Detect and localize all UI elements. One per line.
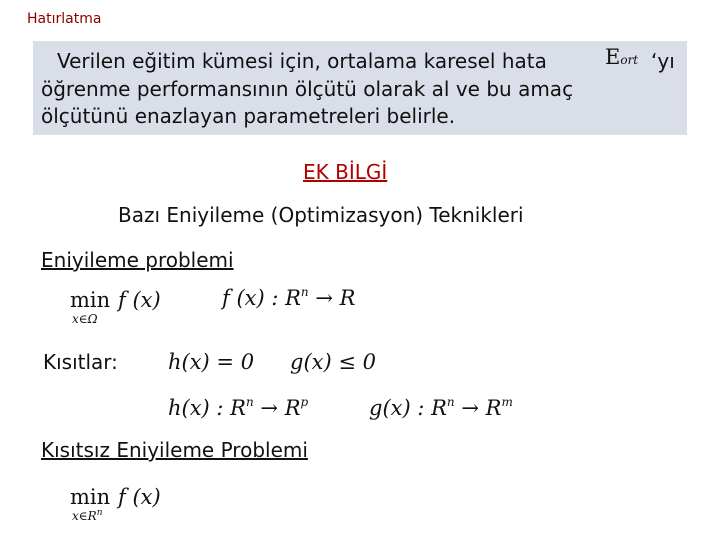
objective-function: f (x) — [118, 288, 161, 312]
h-mapping — [168, 396, 308, 420]
inequality-constraint: g(x) ≤ 0 — [290, 350, 376, 374]
unconstrained-heading: Kısıtsız Eniyileme Problemi — [41, 438, 308, 462]
equality-constraint: h(x) = 0 — [168, 350, 255, 374]
unconstrained-min-subscript-base: x∈R — [72, 509, 97, 523]
min-word: min — [70, 288, 111, 312]
mapping-exponent: n — [300, 285, 309, 299]
header-title: Hatırlatma — [27, 11, 102, 27]
unconstrained-min-subscript-exponent: n — [96, 508, 103, 518]
error-symbol — [605, 45, 638, 69]
mapping-target: → R — [315, 286, 356, 310]
h-mapping-arrow: → R — [260, 396, 301, 420]
error-suffix: ‘yı — [651, 49, 675, 73]
problem-heading: Eniyileme problemi — [41, 248, 234, 272]
g-mapping-target-exponent: m — [501, 395, 513, 409]
extra-info-subtitle: Bazı Eniyileme (Optimizasyon) Teknikleri — [118, 203, 524, 227]
error-symbol-letter: E — [605, 45, 621, 69]
unconstrained-min-subscript — [72, 509, 102, 523]
reminder-line-3: ölçütünü enazlayan parametreleri belirle. — [41, 104, 456, 128]
g-mapping-domain: g(x) : R — [369, 396, 447, 420]
error-symbol-subscript: ort — [620, 53, 639, 67]
h-mapping-target-exponent: p — [300, 395, 309, 409]
g-mapping-exponent: n — [446, 395, 455, 409]
reminder-line-2: öğrenme performansının ölçütü olarak al ve bu amaç — [41, 77, 574, 101]
constraints-label: Kısıtlar: — [43, 350, 118, 374]
unconstrained-min-word: min — [70, 485, 111, 509]
reminder-line-1: Verilen eğitim kümesi için, ortalama karesel hata — [57, 49, 547, 73]
min-subscript: x∈Ω — [72, 312, 98, 326]
mapping-domain: f (x) : R — [222, 286, 301, 310]
unconstrained-objective: f (x) — [118, 485, 161, 509]
h-mapping-domain: h(x) : R — [168, 396, 246, 420]
min-operator — [70, 288, 111, 326]
h-mapping-exponent: n — [246, 395, 254, 409]
reminder-box — [33, 41, 687, 135]
extra-info-title: EK BİLGİ — [303, 160, 388, 184]
g-mapping-arrow: → R — [461, 396, 502, 420]
g-mapping — [369, 396, 513, 420]
function-mapping — [222, 286, 355, 310]
